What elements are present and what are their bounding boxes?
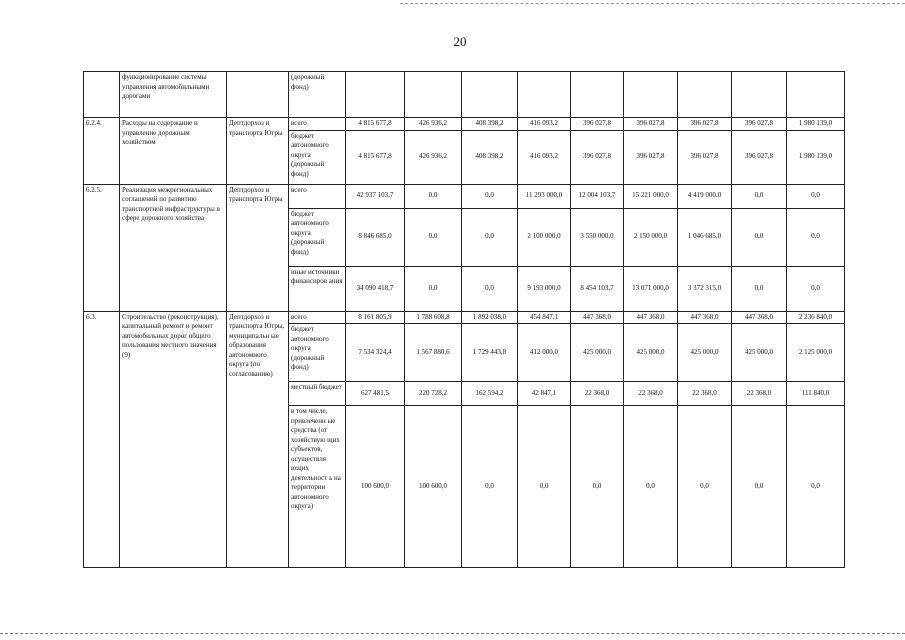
cell: 447 368,0 [678, 311, 732, 324]
cell: 0,0 [405, 266, 462, 311]
table-row [84, 184, 845, 208]
cell: 162 594,2 [462, 382, 518, 406]
cell: 396 027,8 [732, 130, 787, 184]
source-label: бюджет автономного округа (дорожный фонд) [289, 130, 346, 184]
cell: 4 419 000,0 [678, 184, 732, 208]
cell: 396 027,8 [732, 118, 787, 131]
source-label: бюджет автономного округа (дорожный фонд) [289, 208, 346, 266]
cell: 3 550 000,0 [571, 208, 624, 266]
row-name: Строительство (реконструкция), капитальный ремонт и ремонт автомобильных дорог общего пользования местного значения (9) [120, 311, 227, 568]
cell: 11 293 000,0 [518, 184, 571, 208]
cell: 0,0 [787, 266, 845, 311]
cell: 0,0 [732, 406, 787, 568]
cell: 0,0 [732, 184, 787, 208]
cell: 0,0 [624, 406, 678, 568]
cell: 34 090 418,7 [346, 266, 405, 311]
cell: 4 815 677,8 [346, 130, 405, 184]
page-number: 20 [453, 34, 467, 49]
cell: 1 046 685,0 [678, 208, 732, 266]
cell: 1 788 608,8 [405, 311, 462, 324]
cell: 9 193 000,0 [518, 266, 571, 311]
cell: 15 221 000,0 [624, 184, 678, 208]
cell: 447 368,0 [624, 311, 678, 324]
cell: 426 936,2 [405, 118, 462, 131]
cell: 8 161 805,9 [346, 311, 405, 324]
cell: 22 368,0 [571, 382, 624, 406]
cell: 0,0 [787, 406, 845, 568]
cell: 416 093,2 [518, 130, 571, 184]
cell: 0,0 [571, 406, 624, 568]
cell: 416 093,2 [518, 118, 571, 131]
cell: 408 398,2 [462, 130, 518, 184]
cell: 22 368,0 [624, 382, 678, 406]
source-label: бюджет автономного округа (дорожный фонд) [289, 324, 346, 382]
cell: 2 236 840,0 [787, 311, 845, 324]
cell: 0,0 [518, 406, 571, 568]
cell: 412 000,0 [518, 324, 571, 382]
cell: 111 840,0 [787, 382, 845, 406]
cell: 42 847,1 [518, 382, 571, 406]
cell: 0,0 [462, 406, 518, 568]
row-number: 6.2.5. [84, 184, 120, 311]
top-scan-line [400, 3, 905, 4]
cell: 2 100 000,0 [518, 208, 571, 266]
cell: 0,0 [787, 184, 845, 208]
program-table [83, 71, 845, 568]
row-number: 6.3. [84, 311, 120, 568]
cell: 8 846 685,0 [346, 208, 405, 266]
cell: 22 368,0 [732, 382, 787, 406]
row-name: Реализация межрегиональных соглашений по развитию транспортной инфраструктуры в сфере дорожного хозяйства [120, 184, 227, 311]
cell: 12 004 103,7 [571, 184, 624, 208]
cell: 2 150 000,0 [624, 208, 678, 266]
row-executor: Дептдорхоз и транспорта Югры [227, 184, 289, 311]
cell: 396 027,8 [571, 118, 624, 131]
cell: 0,0 [405, 208, 462, 266]
cell: 0,0 [732, 208, 787, 266]
cell: 408 398,2 [462, 118, 518, 131]
source-label: местный бюджет [289, 382, 346, 406]
cell: 396 027,8 [571, 130, 624, 184]
cell: 1 980 139,0 [787, 118, 845, 131]
source-label: иные источники финансиров ания [289, 266, 346, 311]
bottom-scan-line [0, 633, 905, 634]
cell: 454 847,1 [518, 311, 571, 324]
cell: 1 892 038,0 [462, 311, 518, 324]
row-name: Расходы на содержание и управление дорожным хозяйством [120, 118, 227, 185]
cell: 4 815 677,8 [346, 118, 405, 131]
table-row [84, 311, 845, 324]
cell: 396 027,8 [678, 130, 732, 184]
cell: 220 728,2 [405, 382, 462, 406]
cell: 627 481,5 [346, 382, 405, 406]
cell: 2 125 000,0 [787, 324, 845, 382]
cell: 0,0 [732, 266, 787, 311]
row-number: 6.2.4. [84, 118, 120, 185]
cell: 22 368,0 [678, 382, 732, 406]
cell: 425 000,0 [571, 324, 624, 382]
cell: 425 000,0 [732, 324, 787, 382]
cell: 3 372 315,0 [678, 266, 732, 311]
cell: 447 368,0 [732, 311, 787, 324]
cell: 0,0 [787, 208, 845, 266]
source-label: (дорожный фонд) [289, 72, 346, 118]
source-label: всего [289, 184, 346, 208]
cell: 8 454 103,7 [571, 266, 624, 311]
row-executor: Дептдорхоз и транспорта Югры [227, 118, 289, 185]
source-label: всего [289, 311, 346, 324]
cell: 0,0 [462, 184, 518, 208]
cell: 100 600,0 [405, 406, 462, 568]
cell: 1 729 443,8 [462, 324, 518, 382]
table-row [84, 118, 845, 131]
table-row [84, 72, 845, 118]
cell: 425 000,0 [678, 324, 732, 382]
row-name: функционирование системы управления автомобильными дорогами [120, 72, 227, 118]
cell: 0,0 [462, 266, 518, 311]
cell: 0,0 [678, 406, 732, 568]
cell: 100 600,0 [346, 406, 405, 568]
cell: 396 027,8 [678, 118, 732, 131]
cell: 0,0 [462, 208, 518, 266]
cell: 426 936,2 [405, 130, 462, 184]
cell: 42 937 103,7 [346, 184, 405, 208]
source-label: в том числе, привлеченн ые средства (от хозяйствую щих субъектов, осуществля ющих деятельност ь на территории автономного округа) [289, 406, 346, 568]
cell: 0,0 [405, 184, 462, 208]
cell: 425 000,0 [624, 324, 678, 382]
cell: 1 980 139,0 [787, 130, 845, 184]
row-executor: Дептдорхоз и транспорта Югры, муниципальн ые образования автономного округа (по согласованию) [227, 311, 289, 568]
cell: 13 071 000,0 [624, 266, 678, 311]
cell: 396 027,8 [624, 118, 678, 131]
cell: 1 567 880,6 [405, 324, 462, 382]
cell: 7 534 324,4 [346, 324, 405, 382]
source-label: всего [289, 118, 346, 131]
cell: 396 027,8 [624, 130, 678, 184]
cell: 447 368,0 [571, 311, 624, 324]
